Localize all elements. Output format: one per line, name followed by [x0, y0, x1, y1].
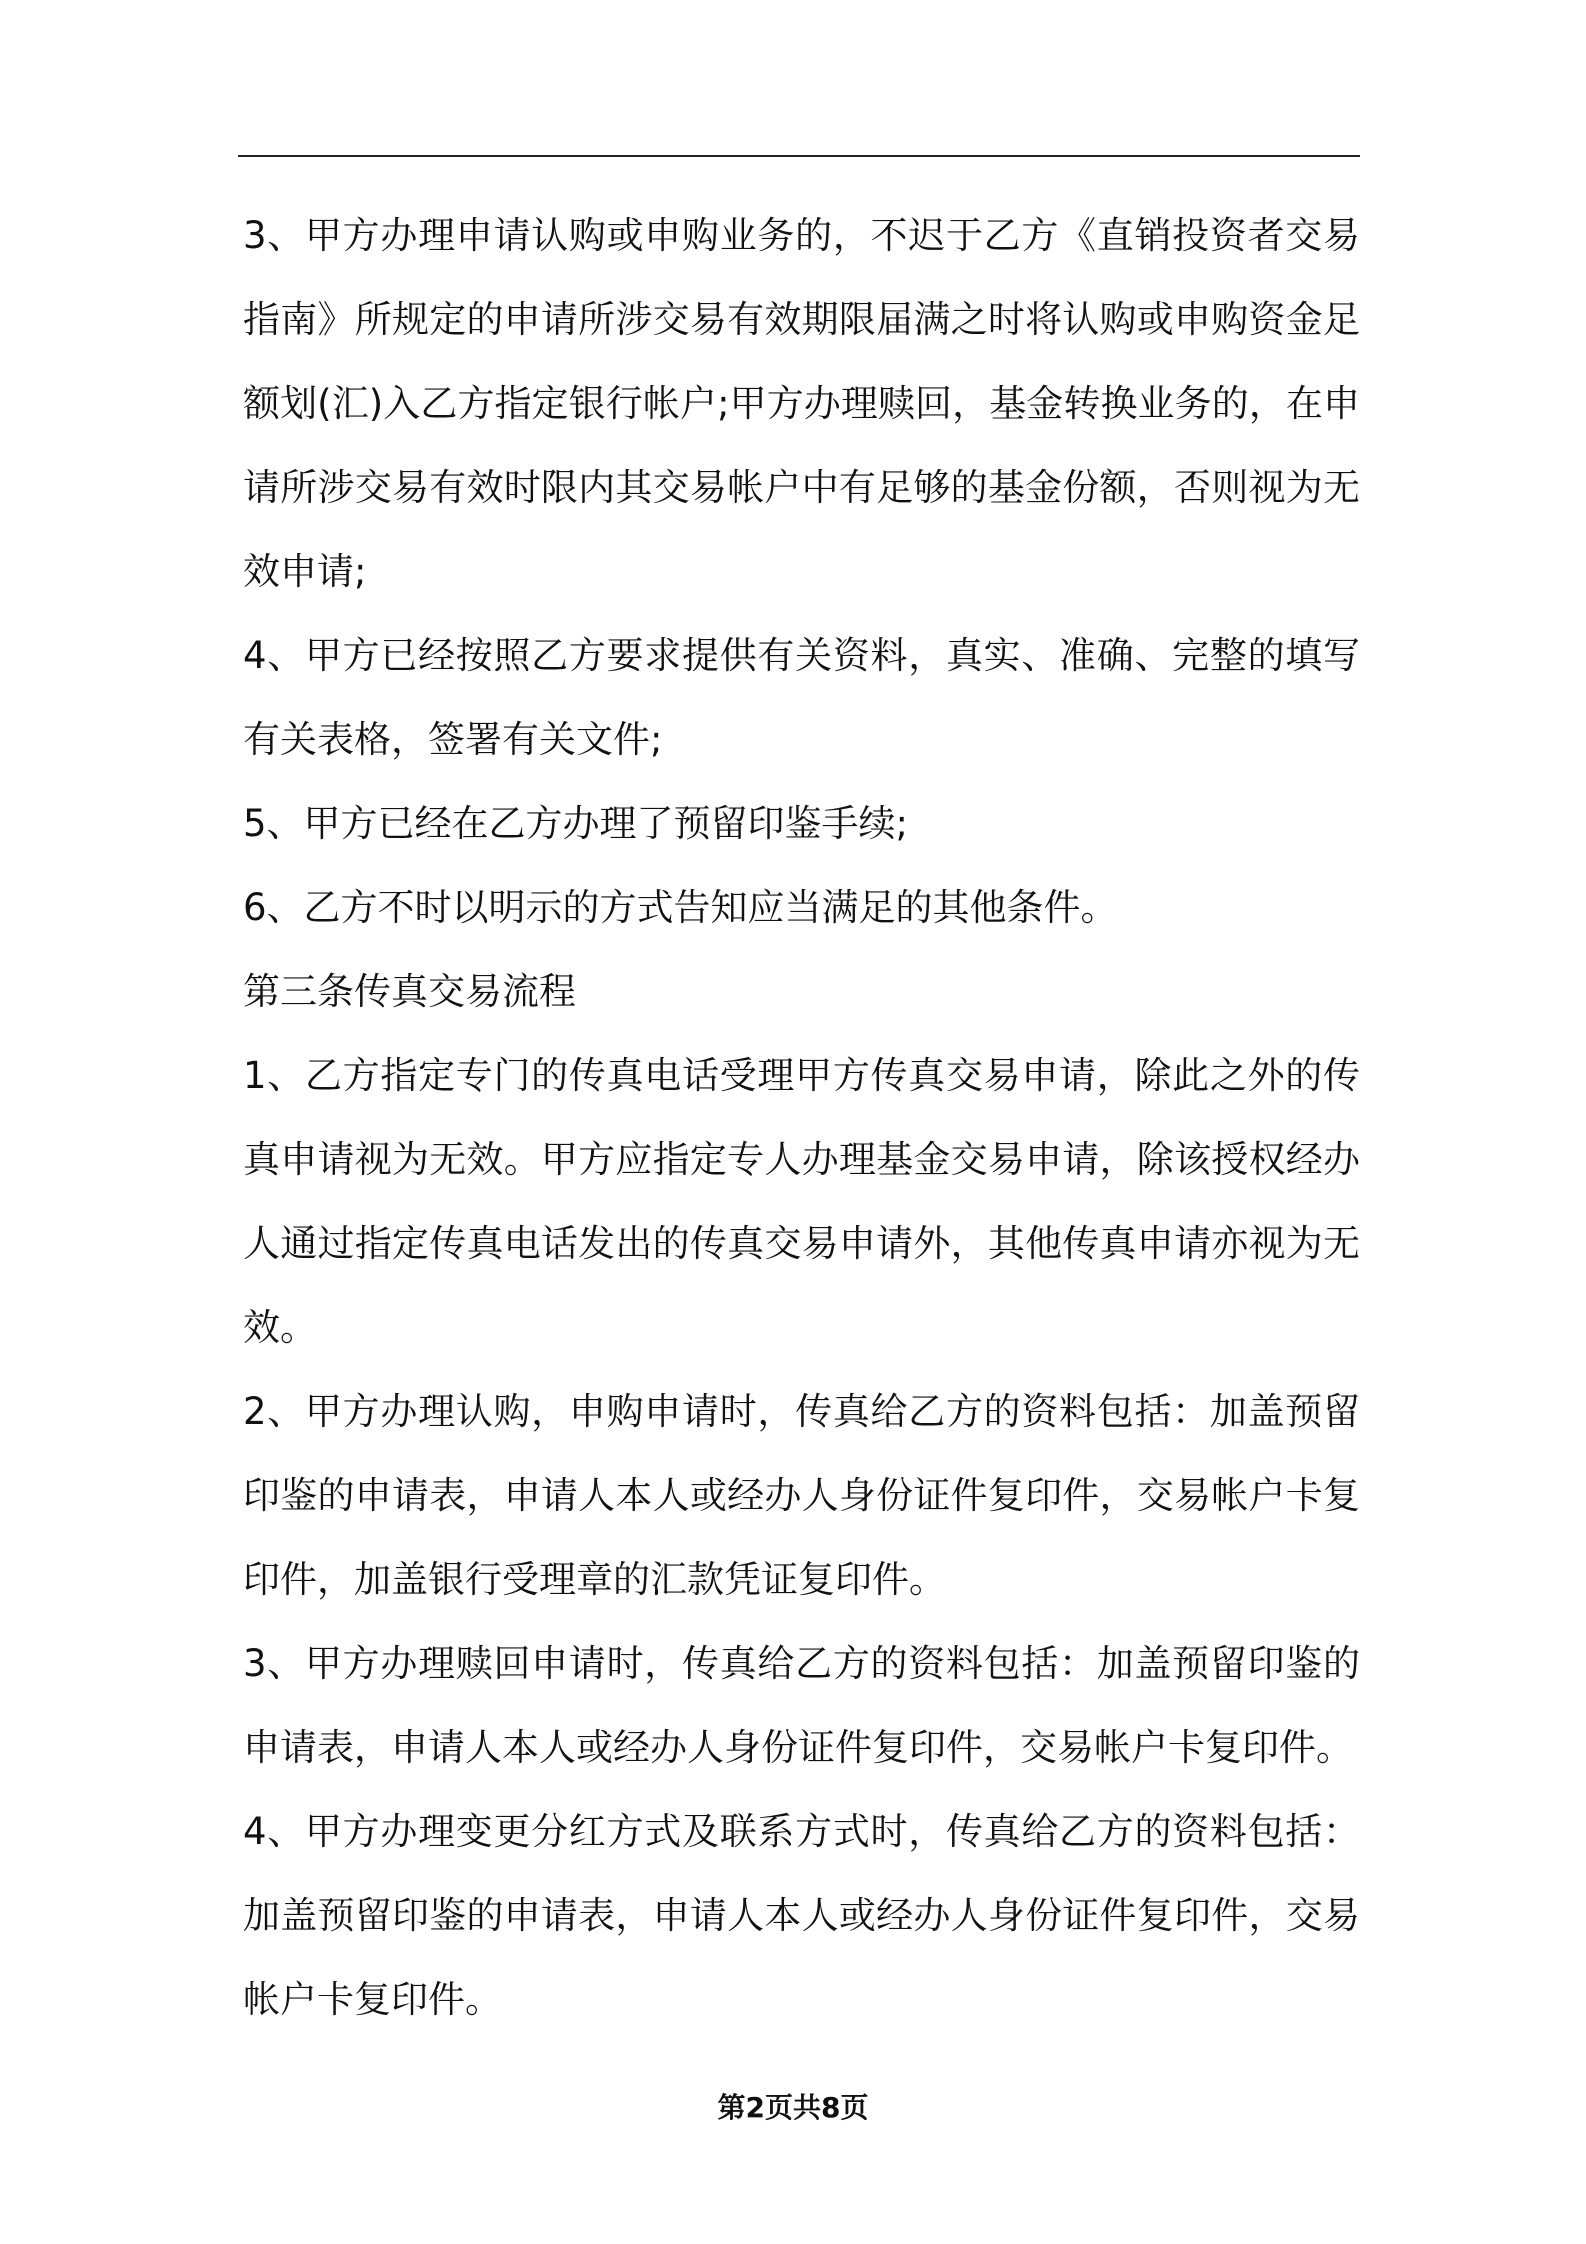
paragraph-clause-3: 3、甲方办理申请认购或申购业务的，不迟于乙方《直销投资者交易指南》所规定的申请所涉交易有效期限届满之时将认购或申购资金足额划(汇)入乙方指定银行帐户;甲方办理赎回，基金转换业务的，在申请所涉交易有效时限内其交易帐户中有足够的基金份额，否则视为无效申请;: [243, 214, 1360, 593]
header-divider: [238, 155, 1360, 157]
paragraph-fax-item-2: 2、甲方办理认购，申购申请时，传真给乙方的资料包括：加盖预留印鉴的申请表，申请人本人或经办人身份证件复印件，交易帐户卡复印件，加盖银行受理章的汇款凭证复印件。: [243, 1390, 1360, 1601]
section-heading-article-3: 第三条传真交易流程: [243, 970, 576, 1013]
paragraph-clause-4: 4、甲方已经按照乙方要求提供有关资料，真实、准确、完整的填写有关表格，签署有关文件;: [243, 634, 1360, 761]
page-number: 第2页共8页: [717, 2091, 869, 2124]
paragraph-clause-6: 6、乙方不时以明示的方式告知应当满足的其他条件。: [243, 886, 1118, 929]
paragraph-fax-item-3: 3、甲方办理赎回申请时，传真给乙方的资料包括：加盖预留印鉴的申请表，申请人本人或经办人身份证件复印件，交易帐户卡复印件。: [243, 1642, 1360, 1769]
paragraph-clause-5: 5、甲方已经在乙方办理了预留印鉴手续;: [243, 802, 909, 845]
paragraph-fax-item-4: 4、甲方办理变更分红方式及联系方式时，传真给乙方的资料包括：加盖预留印鉴的申请表，申请人本人或经办人身份证件复印件，交易帐户卡复印件。: [243, 1810, 1360, 2021]
paragraph-fax-item-1: 1、乙方指定专门的传真电话受理甲方传真交易申请，除此之外的传真申请视为无效。甲方应指定专人办理基金交易申请，除该授权经办人通过指定传真电话发出的传真交易申请外，其他传真申请亦视为无效。: [243, 1054, 1360, 1349]
document-body: [243, 194, 1360, 2042]
